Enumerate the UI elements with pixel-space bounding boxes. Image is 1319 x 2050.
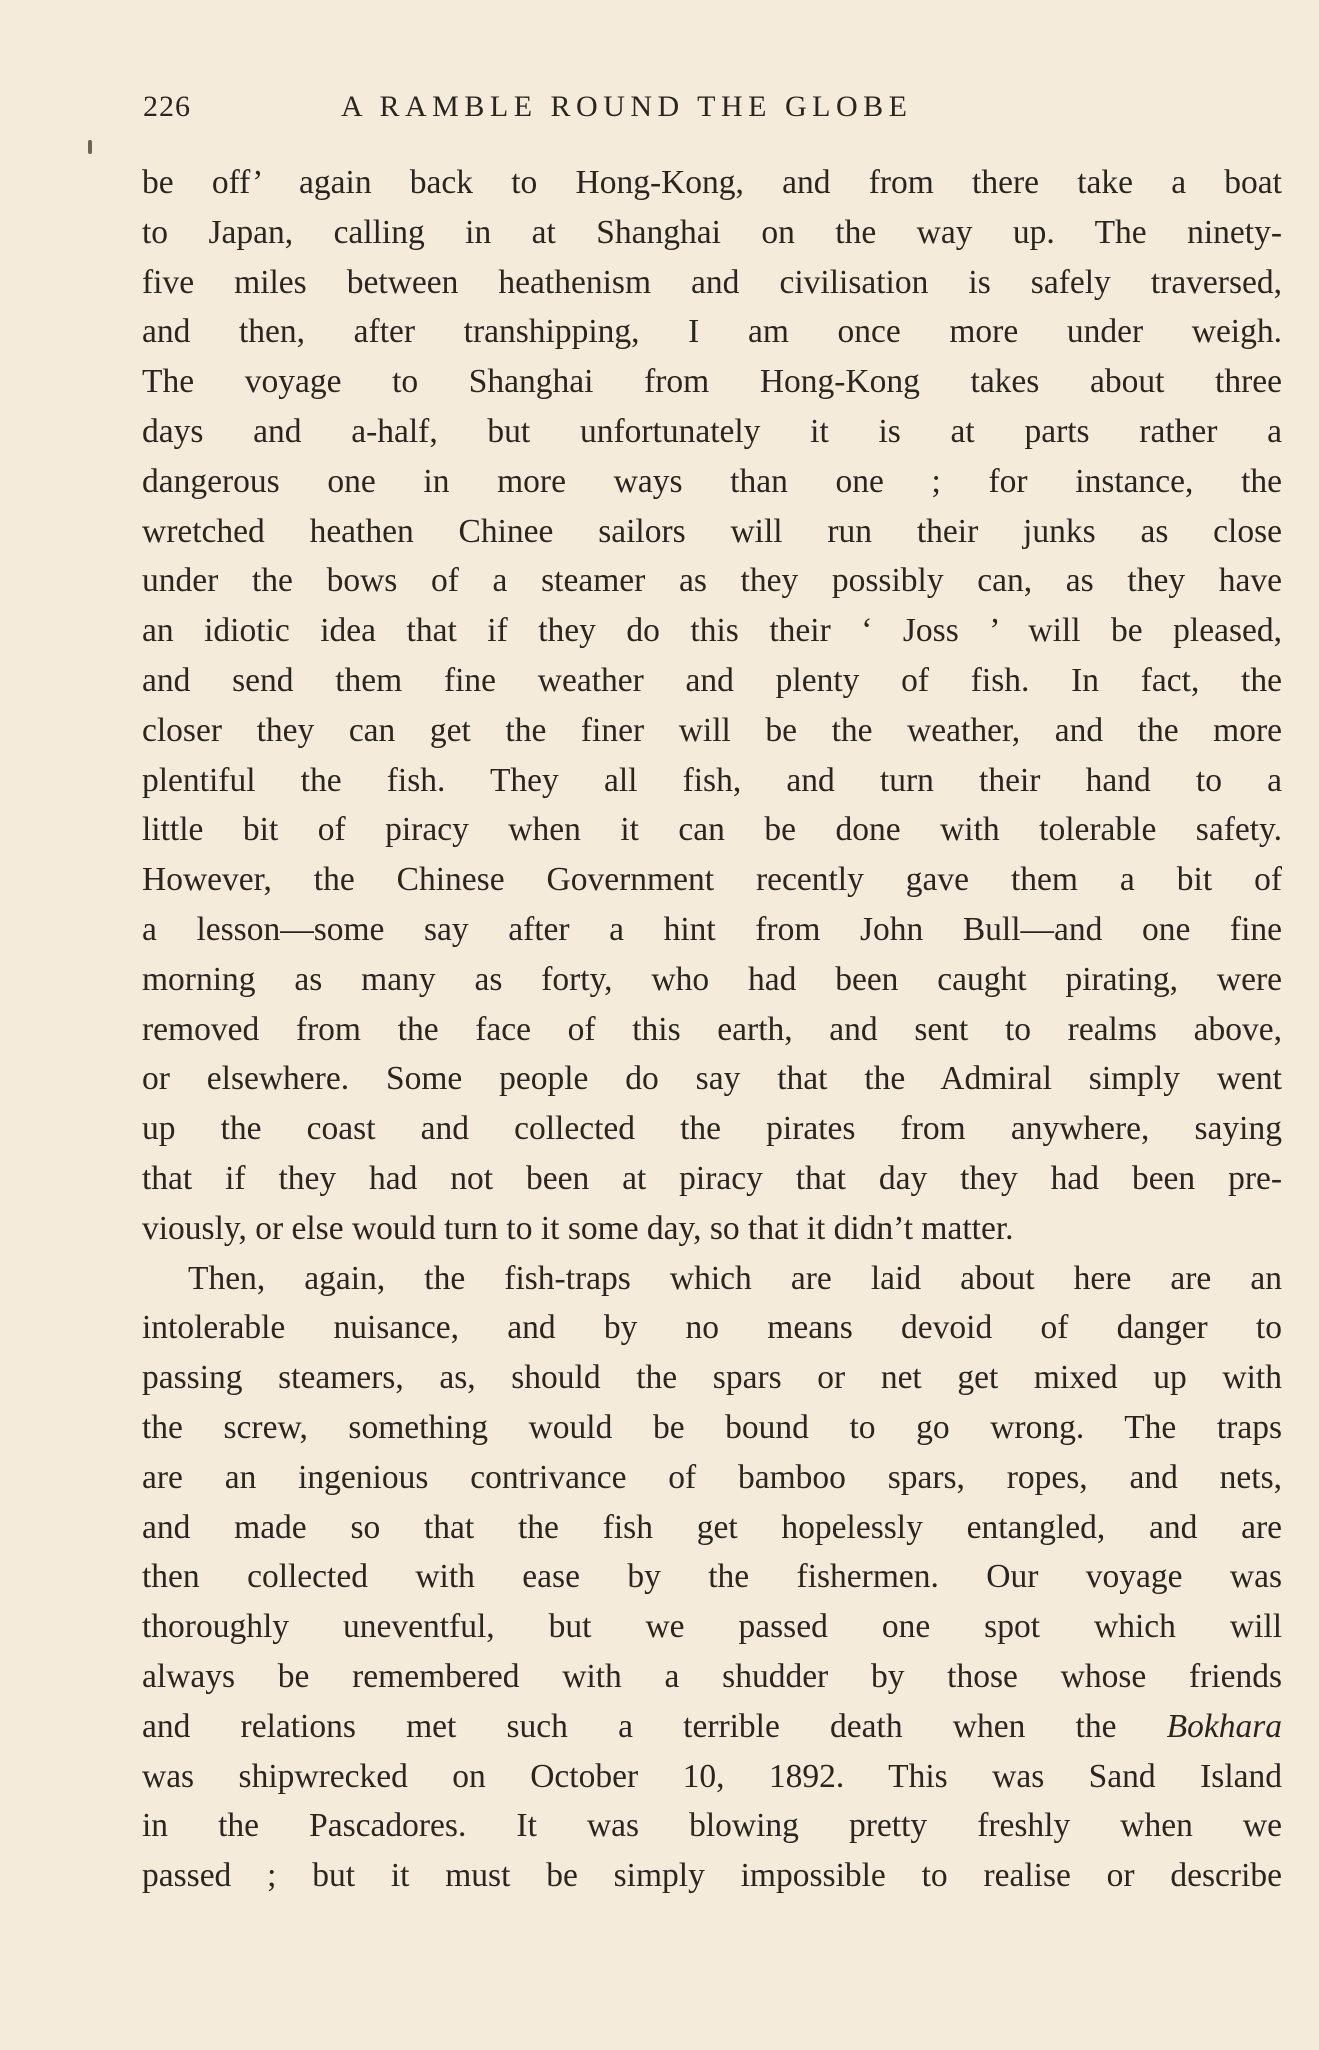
- text-line: under the bows of a steamer as they possibly can, as they have: [142, 562, 1282, 600]
- page-number: 226: [143, 90, 191, 123]
- text-line: are an ingenious contrivance of bamboo spars, ropes, and nets,: [142, 1458, 1282, 1496]
- text-line: little bit of piracy when it can be done with tolerable safety.: [142, 811, 1282, 849]
- text-line: the screw, something would be bound to go wrong. The traps: [142, 1408, 1282, 1446]
- text-line: plentiful the fish. They all fish, and turn their hand to a: [142, 761, 1282, 799]
- text-line: closer they can get the finer will be the weather, and the more: [142, 711, 1282, 749]
- text-line: passing steamers, as, should the spars or net get mixed up with: [142, 1359, 1282, 1397]
- text-line: then collected with ease by the fishermen. Our voyage was: [142, 1558, 1282, 1596]
- text-line: five miles between heathenism and civilisation is safely traversed,: [142, 263, 1282, 301]
- text-line: intolerable nuisance, and by no means devoid of danger to: [142, 1309, 1282, 1347]
- text-line: up the coast and collected the pirates from anywhere, saying: [142, 1110, 1282, 1148]
- running-head: [143, 90, 1283, 130]
- text-line: or elsewhere. Some people do say that the Admiral simply went: [142, 1060, 1282, 1098]
- text-line-with-ship-name: [142, 1702, 1282, 1752]
- paragraph-start-line: Then, again, the fish-traps which are laid about here are an: [188, 1259, 1282, 1297]
- text-fragment: and relations met such a terrible death when the: [142, 1707, 1167, 1745]
- text-line: dangerous one in more ways than one ; for instance, the: [142, 462, 1282, 500]
- text-line: that if they had not been at piracy that day they had been pre-: [142, 1159, 1282, 1197]
- text-line: thoroughly uneventful, but we passed one spot which will: [142, 1608, 1282, 1646]
- text-line: to Japan, calling in at Shanghai on the way up. The ninety-: [142, 213, 1282, 251]
- text-line: be off’ again back to Hong-Kong, and from there take a boat: [142, 164, 1282, 201]
- margin-mark: [88, 140, 92, 154]
- text-line: and then, after transhipping, I am once more under weigh.: [142, 313, 1282, 351]
- text-line: in the Pascadores. It was blowing pretty freshly when we: [142, 1807, 1282, 1845]
- text-line: was shipwrecked on October 10, 1892. This was Sand Island: [142, 1757, 1282, 1795]
- text-line: wretched heathen Chinee sailors will run their junks as close: [142, 512, 1282, 550]
- text-line: and send them fine weather and plenty of fish. In fact, the: [142, 661, 1282, 699]
- text-line: removed from the face of this earth, and sent to realms above,: [142, 1010, 1282, 1048]
- text-line: passed ; but it must be simply impossible to realise or describe: [142, 1857, 1282, 1895]
- ship-name: Bokhara: [1166, 1707, 1282, 1745]
- text-line: days and a-half, but unfortunately it is at parts rather a: [142, 412, 1282, 450]
- text-line: always be remembered with a shudder by those whose friends: [142, 1657, 1282, 1695]
- text-line: However, the Chinese Government recently gave them a bit of: [142, 861, 1282, 899]
- text-line: a lesson—some say after a hint from John Bull—and one fine: [142, 910, 1282, 948]
- text-line: The voyage to Shanghai from Hong-Kong takes about three: [142, 363, 1282, 401]
- text-line: morning as many as forty, who had been caught pirating, were: [142, 960, 1282, 998]
- text-line: an idiotic idea that if they do this their ‘ Joss ’ will be pleased,: [142, 612, 1282, 650]
- text-line: and made so that the fish get hopelessly entangled, and are: [142, 1508, 1282, 1546]
- paragraph-end-line: viously, or else would turn to it some day, so that it didn’t matter.: [142, 1209, 1014, 1247]
- running-title: A RAMBLE ROUND THE GLOBE: [341, 90, 913, 123]
- body-text: [142, 158, 1282, 1901]
